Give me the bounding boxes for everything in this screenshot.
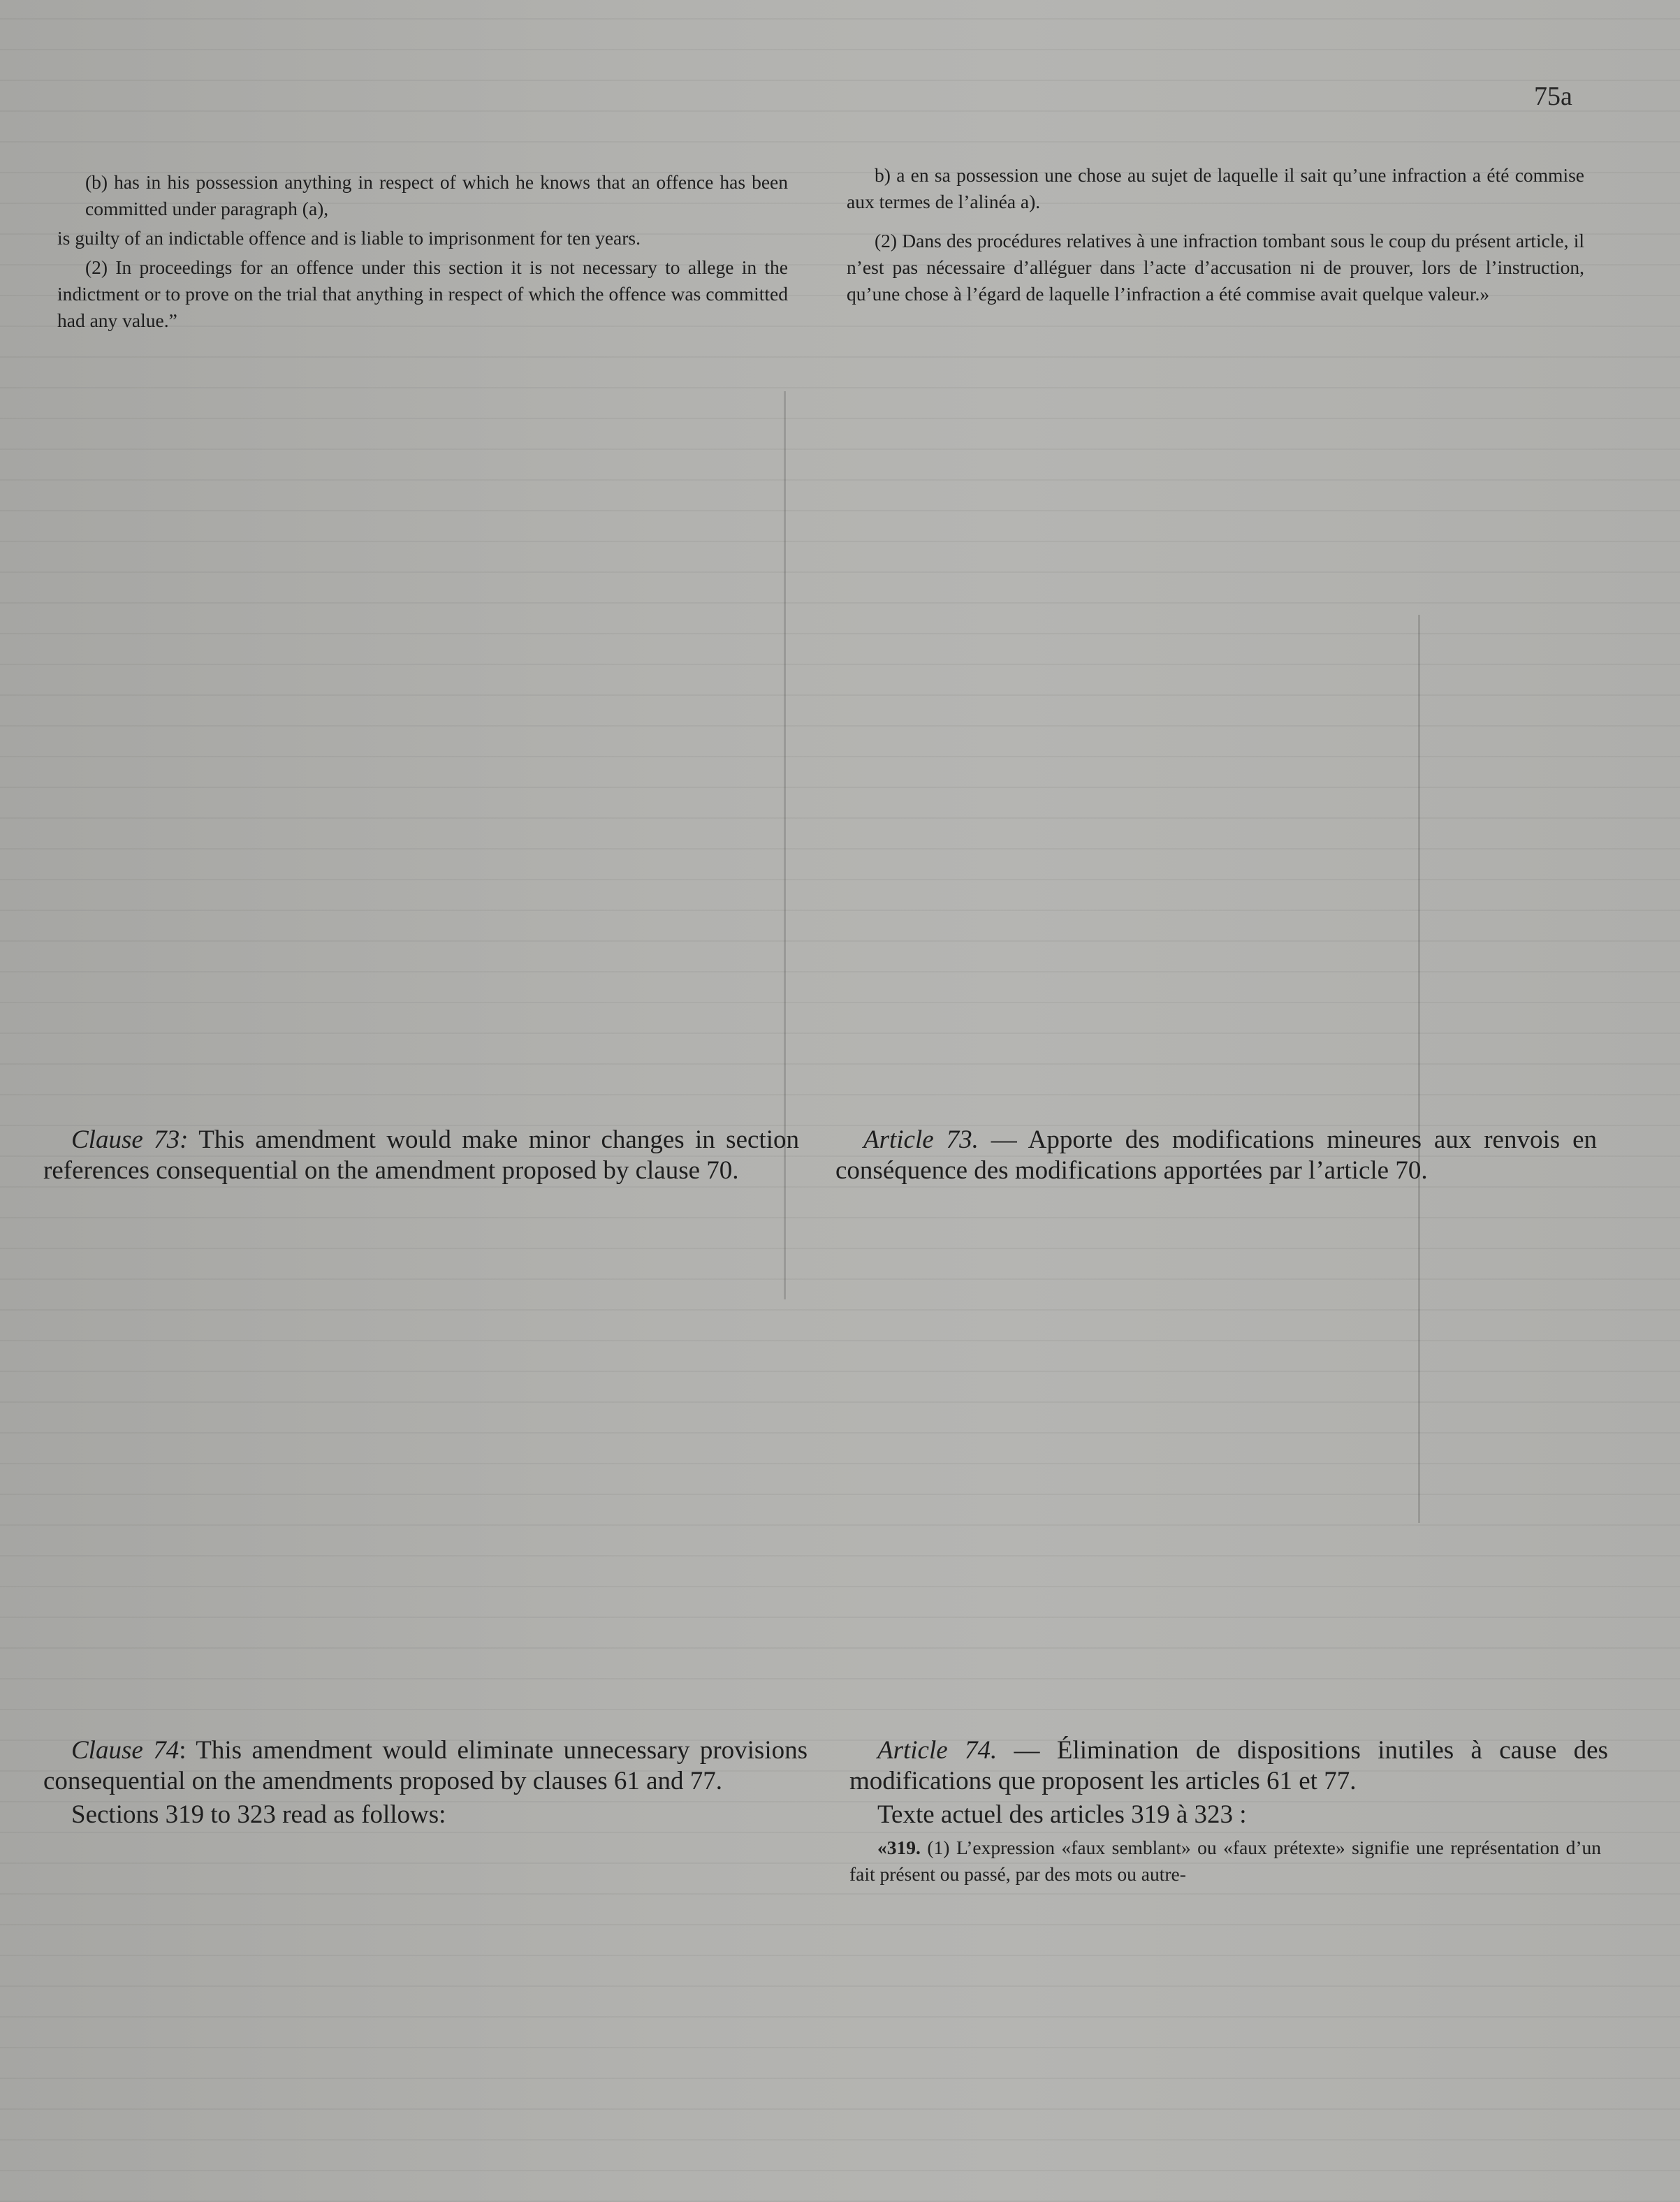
french-article-74-note bbox=[849, 1735, 1608, 1888]
english-sections-intro: Sections 319 to 323 read as follows: bbox=[71, 1800, 446, 1829]
article-73-text: — Apporte des modifications mineures aux renvois en conséquence des modifications apportées par l’article 70. bbox=[835, 1125, 1597, 1185]
english-statute-block bbox=[57, 169, 788, 334]
english-clause-74-note bbox=[43, 1735, 808, 1830]
section-319-number: «319. bbox=[877, 1837, 921, 1858]
clause-73-heading: Clause 73: bbox=[71, 1125, 189, 1154]
article-74-heading: Article 74. bbox=[877, 1736, 998, 1765]
english-statute-paragraph-b: (b) has in his possession anything in respect of which he knows that an offence has been committed under paragraph (a), bbox=[85, 171, 788, 219]
french-sections-intro: Texte actuel des articles 319 à 323 : bbox=[877, 1800, 1247, 1829]
english-clause-73-note bbox=[43, 1125, 799, 1186]
french-statute-subsection-2: (2) Dans des procédures relatives à une infraction tombant sous le coup du présent article, il n’est pas nécessaire d’alléguer dans l’acte d’accusation ni de prouver, lors de l’instruction, qu’une chose à l’égard de laquelle l’infraction a été commise avait quelque valeur.» bbox=[847, 230, 1584, 305]
clause-74-heading: Clause 74 bbox=[71, 1736, 180, 1765]
french-article-73-note bbox=[835, 1125, 1597, 1186]
english-statute-subsection-2: (2) In proceedings for an offence under this section it is not necessary to allege in the indictment or to prove on the trial that anything in respect of which the offence was committed had any value.” bbox=[57, 256, 788, 331]
clause-73-text: This amendment would make minor changes in section references consequential on the amendment proposed by clause 70. bbox=[43, 1125, 799, 1185]
english-statute-guilty-clause: is guilty of an indictable offence and is liable to imprisonment for ten years. bbox=[57, 227, 641, 249]
article-74-text: — Élimination de dispositions inutiles à cause des modifications que proposent les articles 61 et 77. bbox=[849, 1736, 1608, 1795]
section-319-body: (1) L’expression «faux semblant» ou «faux prétexte» signifie une représentation d’un fait présent ou passé, par des mots ou autre- bbox=[849, 1837, 1601, 1885]
french-statute-paragraph-b: b) a en sa possession une chose au sujet de laquelle il sait qu’une infraction a été commise aux termes de l’alinéa a). bbox=[847, 164, 1584, 212]
page-number: 75a bbox=[1534, 82, 1572, 111]
article-73-heading: Article 73. bbox=[863, 1125, 979, 1154]
french-statute-block bbox=[847, 162, 1584, 307]
french-section-319-text bbox=[849, 1835, 1601, 1888]
bleed-through-margin-rule bbox=[1418, 615, 1420, 1523]
clause-74-text: : This amendment would eliminate unnecessary provisions consequential on the amendments proposed by clauses 61 and 77. bbox=[43, 1736, 808, 1795]
